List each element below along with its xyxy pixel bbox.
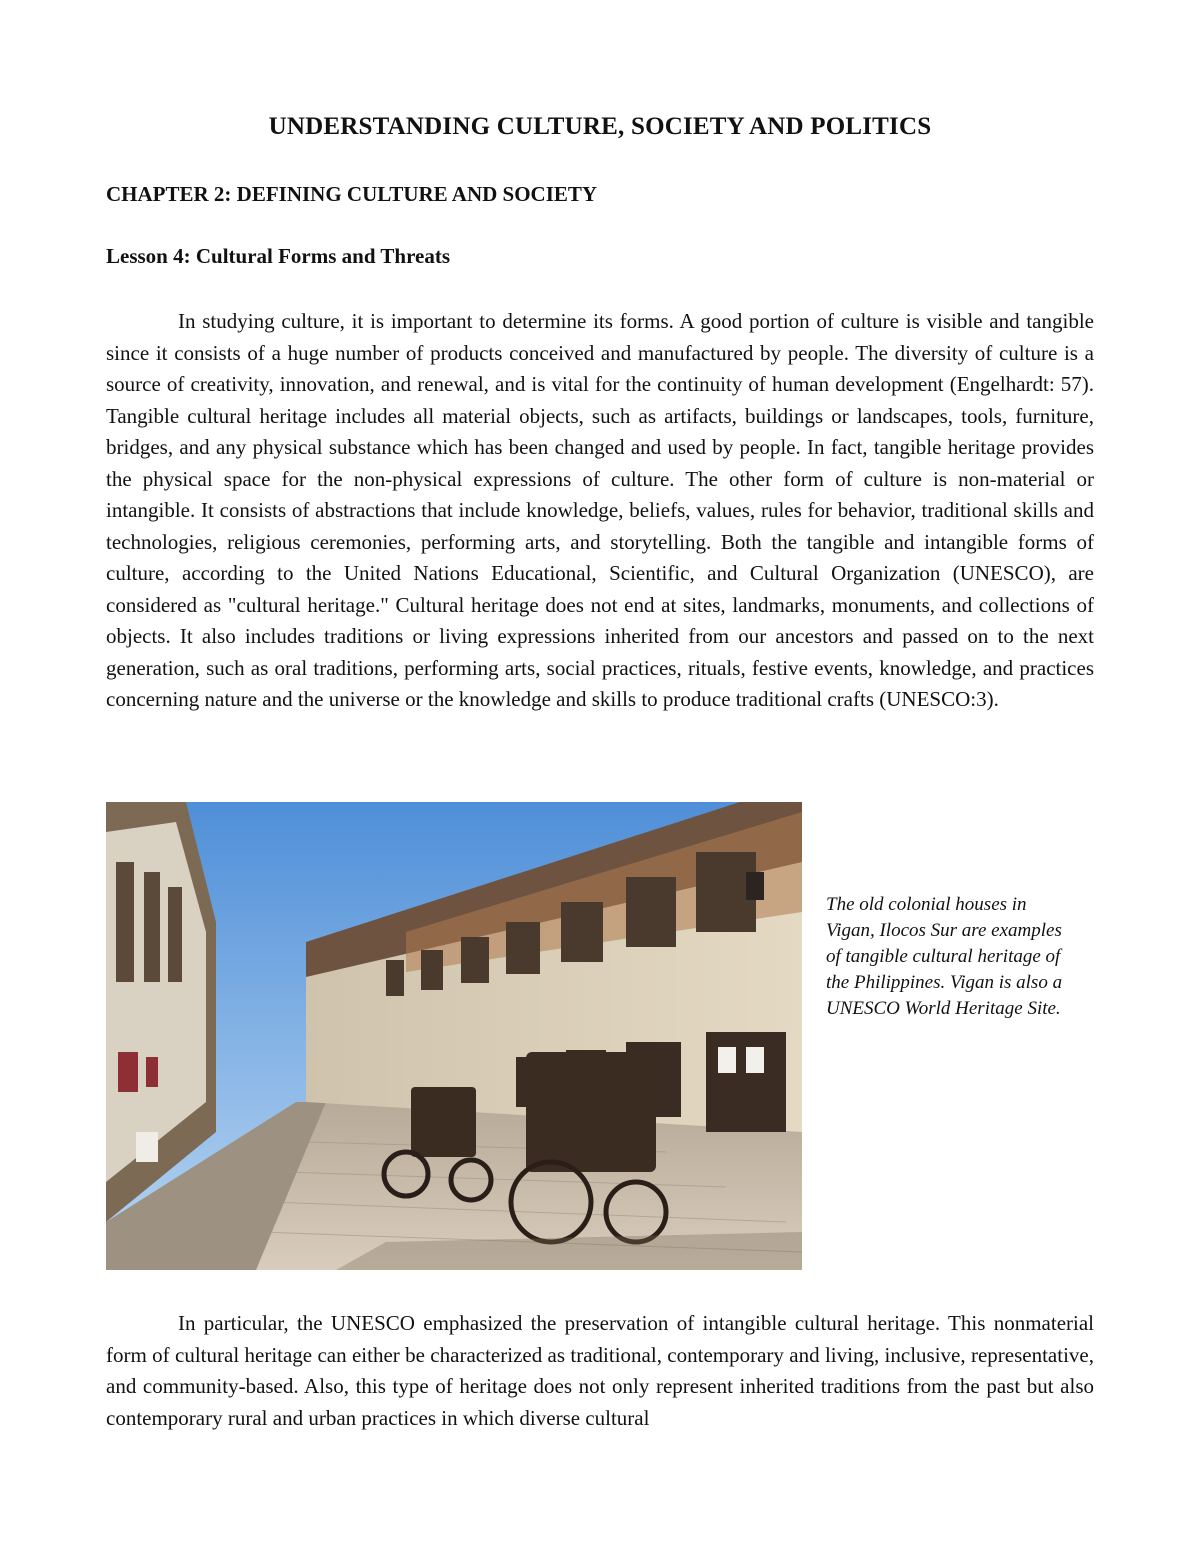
vigan-street-photo bbox=[106, 802, 802, 1270]
document-title: UNDERSTANDING CULTURE, SOCIETY AND POLITICS bbox=[268, 113, 932, 140]
lesson-heading: Lesson 4: Cultural Forms and Threats bbox=[106, 244, 451, 268]
figure-caption: The old colonial houses in Vigan, Ilocos Sur are examples of tangible cultural heritage of the Philippines. Vigan is also a UNESCO World Heritage Site. bbox=[826, 894, 1063, 1019]
body-paragraph-1: In studying culture, it is important to determine its forms. A good portion of culture is visible and tangible since it consists of a huge number of products conceived and manufactured by people. The diversity of culture is a source of creativity, innovation, and renewal, and is vital for the continuity of human development (Engelhardt: 57). Tangible cultural heritage includes all material objects, such as artifacts, buildings or landscapes, tools, furniture, bridges, and any physical substance which has been changed and used by people. In fact, tangible heritage provides the physical space for the non-physical expressions of culture. The other form of culture is non-material or intangible. It consists of abstractions that include knowledge, beliefs, values, rules for behavior, traditional skills and technologies, religious ceremonies, performing arts, and storytelling. Both the tangible and intangible forms of culture, according to the United Nations Educational, Scientific, and Cultural Organization (UNESCO), are considered as "cultural heritage." Cultural heritage does not end at sites, landmarks, monuments, and collections of objects. It also includes traditions or living expressions inherited from our ancestors and passed on to the next generation, such as oral traditions, performing arts, social practices, rituals, festive events, knowledge, and practices concerning nature and the universe or the knowledge and skills to produce traditional crafts (UNESCO:3). bbox=[106, 309, 1094, 711]
chapter-heading: CHAPTER 2: DEFINING CULTURE AND SOCIETY bbox=[106, 182, 598, 206]
body-paragraph-2: In particular, the UNESCO emphasized the preservation of intangible cultural heritage. This nonmaterial form of cultural heritage can either be characterized as traditional, contemporary and living, inclusive, representative, and community-based. Also, this type of heritage does not only represent inherited traditions from the past but also contemporary rural and urban practices in which diverse cultural bbox=[106, 1311, 1094, 1430]
